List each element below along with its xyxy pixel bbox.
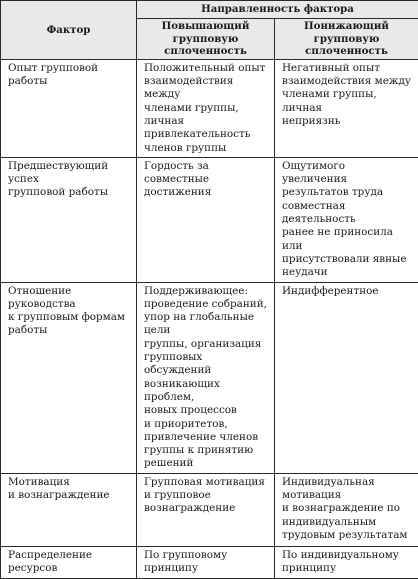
header-increasing — [137, 19, 275, 60]
factor-text: Отношение руководства к групповым формам работы — [8, 285, 131, 338]
decreasing-text: По индивидуальному принципу — [282, 549, 413, 576]
header-direction — [137, 1, 418, 19]
decreasing-cell — [275, 473, 418, 546]
header-increasing-label: Повышающий групповую сплоченность — [140, 20, 271, 58]
factor-cell — [1, 282, 137, 473]
factor-text: Опыт групповой работы — [8, 62, 131, 89]
decreasing-text: Индивидуальная мотивация и вознаграждение по индивидуальным трудовым результатам — [282, 476, 413, 542]
increasing-cell — [137, 59, 275, 157]
factor-cell — [1, 473, 137, 546]
decreasing-cell — [275, 157, 418, 282]
table-row — [1, 546, 418, 578]
factor-cell — [1, 546, 137, 578]
decreasing-cell — [275, 546, 418, 578]
increasing-text: По групповому принципу — [144, 549, 269, 576]
table-row — [1, 59, 418, 157]
table-body — [1, 59, 418, 578]
factor-cell — [1, 157, 137, 282]
header-row-top — [1, 1, 418, 19]
factor-text: Распределение ресурсов — [8, 549, 131, 576]
header-direction-label: Направленность фактора — [140, 3, 415, 16]
decreasing-text: Негативный опыт взаимодействия между членами группы, личная неприязнь — [282, 62, 413, 128]
table-row — [1, 473, 418, 546]
factor-text: Мотивация и вознаграждение — [8, 476, 131, 503]
decreasing-text: Индифферентное — [282, 285, 413, 298]
header-decreasing — [275, 19, 418, 60]
table-row — [1, 282, 418, 473]
header-factor — [1, 1, 137, 60]
decreasing-cell — [275, 282, 418, 473]
increasing-cell — [137, 546, 275, 578]
factor-cell — [1, 59, 137, 157]
factor-text: Предшествующий успех групповой работы — [8, 160, 131, 200]
increasing-text: Поддерживающее: проведение собраний, упор на глобальные цели группы, организация групповых обсуждений возникающих проблем, новых процессов и приоритетов, привлечение членов группы к принятию решений — [144, 285, 269, 471]
decreasing-text: Ощутимого увеличения результатов труда совместная деятельность ранее не приносила или присутствовали явные неудачи — [282, 160, 413, 280]
increasing-cell — [137, 282, 275, 473]
decreasing-cell — [275, 59, 418, 157]
header-decreasing-label: Понижающий групповую сплоченность — [278, 20, 415, 58]
increasing-text: Гордость за совместные достижения — [144, 160, 269, 200]
increasing-cell — [137, 473, 275, 546]
table-row — [1, 157, 418, 282]
table-header — [1, 1, 418, 60]
increasing-cell — [137, 157, 275, 282]
increasing-text: Групповая мотивация и групповое вознаграждение — [144, 476, 269, 516]
increasing-text: Положительный опыт взаимодействия между членами группы, личная привлекательность членов группы — [144, 62, 269, 155]
header-factor-label: Фактор — [4, 24, 133, 37]
